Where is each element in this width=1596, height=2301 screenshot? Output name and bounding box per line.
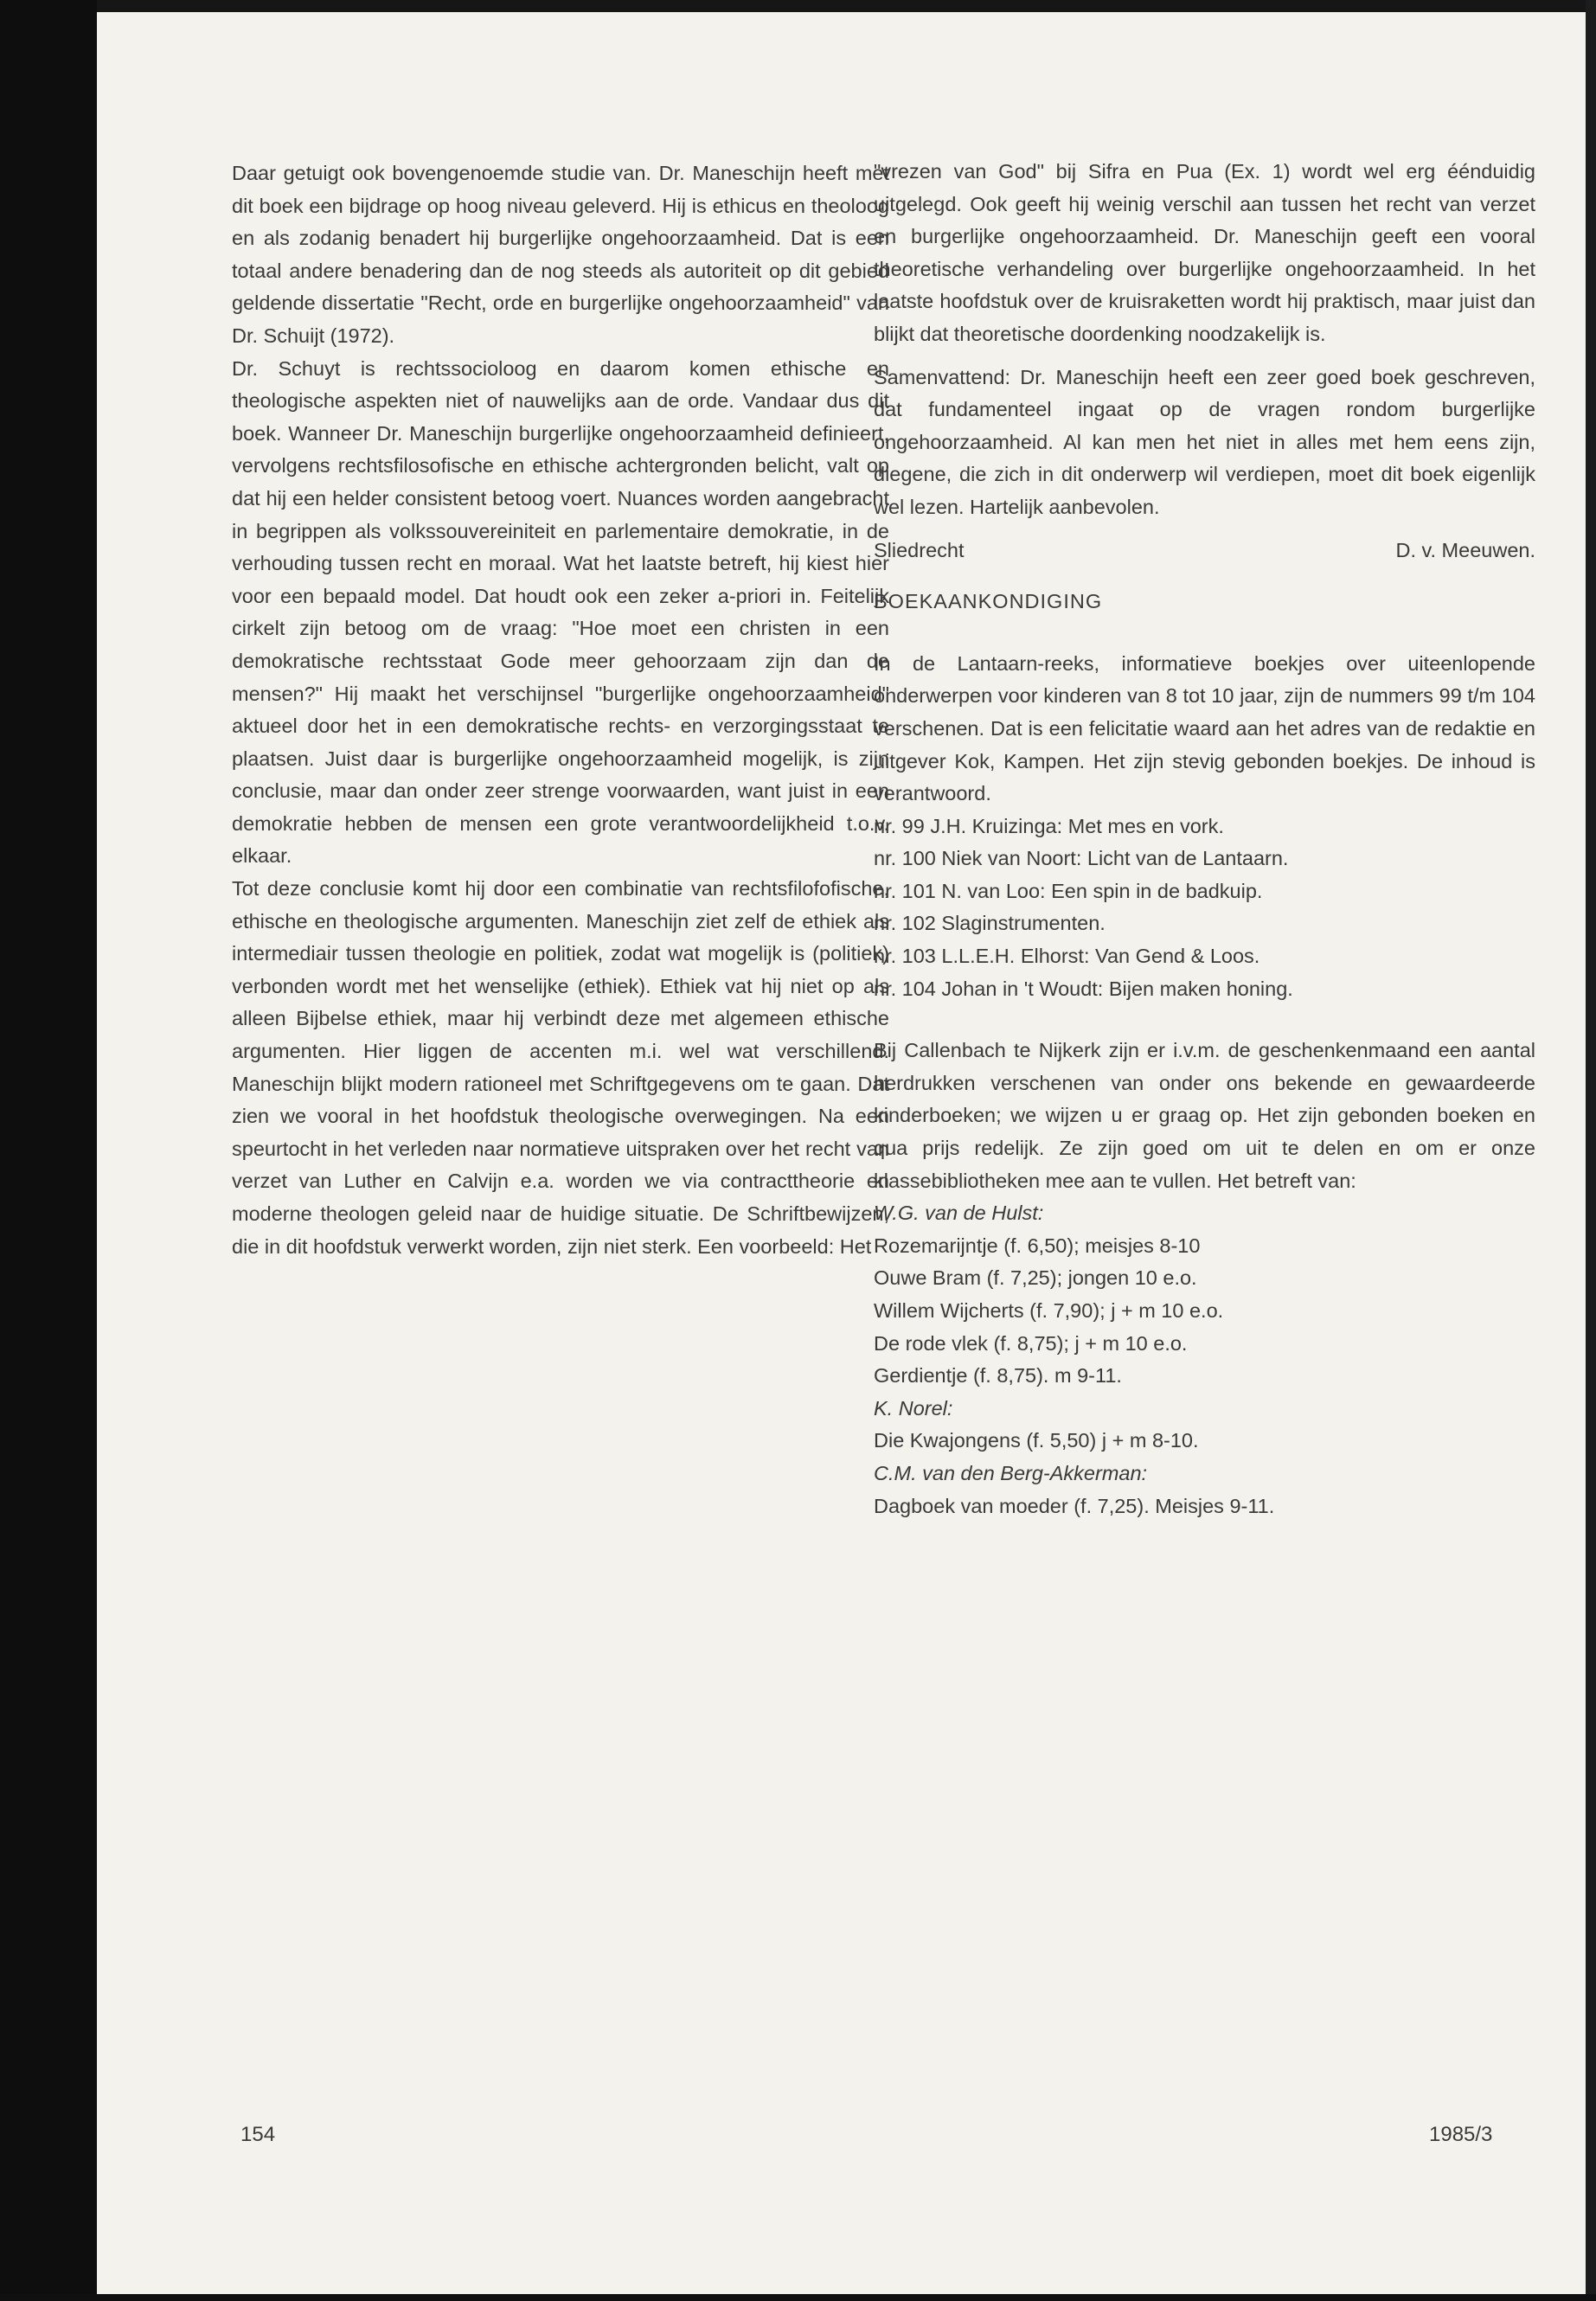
right-paragraph-1: "vrezen van God" bij Sifra en Pua (Ex. 1) wordt wel erg éénduidig uitgelegd. Ook geeft hij weinig verschil aan tussen het recht van verzet en burgerlijke ongehoorzaamheid. Dr. Maneschijn geeft een vooral theoretische verhandeling over burgerlijke ongehoorzaamheid. In het laatste hoofdstuk over de kruisraketten wordt hij praktisch, maar juist dan blijkt dat theoretische doordenking noodzakelijk is. xyxy=(874,160,1535,345)
author-name: K. Norel: xyxy=(874,1396,953,1420)
author-name: W.G. van de Hulst: xyxy=(874,1202,1044,1225)
scan-edge-right xyxy=(1586,0,1596,2301)
lantaarn-list xyxy=(874,811,1535,1006)
signature xyxy=(874,535,1535,567)
list-item: nr. 100 Niek van Noort: Licht van de Lantaarn. xyxy=(874,847,1289,870)
left-paragraph-2: Dr. Schuyt is rechtssocioloog en daarom komen ethische en theologische aspekten niet of nauwelijks aan de orde. Vandaar dus dit boek. Wanneer Dr. Maneschijn burgerlijke ongehoorzaamheid definieert, vervolgens rechtsfilosofische en ethische achtergronden belicht, valt op dat hij een helder consistent betoog voert. Nuances worden aangebracht in begrippen als volkssouvereiniteit en parlementaire demokratie, in de verhouding tussen recht en moraal. Wat het laatste betreft, hij kiest hier voor een bepaald model. Dat houdt ook een zeker a-priori in. Feitelijk cirkelt zijn betoog om de vraag: "Hoe moet een christen in een demokratische rechtsstaat Gode meer gehoorzaam zijn dan de mensen?" Hij maakt het verschijnsel "burgerlijke ongehoorzaamheid" aktueel door het in een demokratische rechts- en verzorgingsstaat te plaatsen. Juist daar is burgerlijke ongehoorzaamheid mogelijk, is zijn conclusie, maar dan onder zeer strenge voorwaarden, want juist in een demokratie hebben de mensen een grote verantwoordelijkheid t.o.v. elkaar. xyxy=(232,356,889,868)
signature-name: D. v. Meeuwen. xyxy=(1395,538,1535,561)
right-paragraph-2: Samenvattend: Dr. Maneschijn heeft een zeer goed boek geschreven, dat fundamenteel ingaat op de vragen rondom burgerlijke ongehoorzaamheid. Al kan men het niet in alles met hem eens zijn, diegene, die zich in dit onderwerp wil verdiepen, moet dit boek eigenlijk wel lezen. Hartelijk aanbevolen. xyxy=(874,365,1535,518)
list-item: nr. 99 J.H. Kruizinga: Met mes en vork. xyxy=(874,814,1224,837)
section-heading: BOEKAANKONDIGING xyxy=(874,590,1103,613)
issue-number: 1985/3 xyxy=(1429,2123,1493,2146)
book-list xyxy=(874,1197,1535,1522)
right-paragraph-4: Bij Callenbach te Nijkerk zijn er i.v.m. de geschenkenmaand een aantal herdrukken verschenen van onder ons bekende en gewaardeerde kinderboeken; we wijzen u er graag op. Het zijn gebonden boeken en qua prijs redelijk. Ze zijn goed om uit te delen en om er onze klassebibliotheken mee aan te vullen. Het betreft van: xyxy=(874,1039,1535,1192)
list-item: Rozemarijntje (f. 6,50); meisjes 8-10 xyxy=(874,1234,1201,1257)
list-item: Die Kwajongens (f. 5,50) j + m 8-10. xyxy=(874,1429,1199,1452)
left-column xyxy=(232,157,889,1263)
author-name: C.M. van den Berg-Akkerman: xyxy=(874,1461,1148,1484)
list-item: De rode vlek (f. 8,75); j + m 10 e.o. xyxy=(874,1331,1188,1355)
list-item: Gerdientje (f. 8,75). m 9-11. xyxy=(874,1364,1122,1388)
list-item: Willem Wijcherts (f. 7,90); j + m 10 e.o. xyxy=(874,1299,1224,1322)
signature-place: Sliedrecht xyxy=(874,538,965,561)
list-item: nr. 103 L.L.E.H. Elhorst: Van Gend & Loos. xyxy=(874,945,1260,968)
page xyxy=(97,12,1586,2294)
page-number: 154 xyxy=(240,2123,276,2146)
scan-edge-top xyxy=(97,0,1596,12)
list-item: nr. 104 Johan in 't Woudt: Bijen maken honing. xyxy=(874,977,1293,1000)
right-column xyxy=(874,156,1535,1522)
scan-edge-bottom xyxy=(0,2294,1596,2301)
list-item: nr. 102 Slaginstrumenten. xyxy=(874,912,1106,935)
list-item: Ouwe Bram (f. 7,25); jongen 10 e.o. xyxy=(874,1266,1197,1290)
right-paragraph-3: In de Lantaarn-reeks, informatieve boekjes over uiteenlopende onderwerpen voor kinderen van 8 tot 10 jaar, zijn de nummers 99 t/m 104 verschenen. Dat is een felicitatie waard aan het adres van de redaktie en uitgever Kok, Kampen. Het zijn stevig gebonden boekjes. De inhoud is verantwoord. xyxy=(874,651,1535,805)
list-item: Dagboek van moeder (f. 7,25). Meisjes 9-11. xyxy=(874,1494,1275,1517)
list-item: nr. 101 N. van Loo: Een spin in de badkuip. xyxy=(874,879,1263,902)
left-paragraph-1: Daar getuigt ook bovengenoemde studie van. Dr. Maneschijn heeft met dit boek een bijdrage op hoog niveau geleverd. Hij is ethicus en theoloog en als zodanig benadert hij burgerlijke ongehoorzaamheid. Dat is een totaal andere benadering dan de nog steeds als autoriteit op dit gebied geldende dissertatie "Recht, orde en burgerlijke ongehoorzaamheid" van Dr. Schuijt (1972). xyxy=(232,162,889,347)
left-paragraph-3: Tot deze conclusie komt hij door een combinatie van rechtsfilofofische, ethische en theologische argumenten. Maneschijn ziet zelf de ethiek als intermediair tussen theologie en politiek, zodat wat mogelijk is (politiek) verbonden wordt met het wenselijke (ethiek). Ethiek vat hij niet op als alleen Bijbelse ethiek, maar hij verbindt deze met algemeen ethische argumenten. Hier liggen de accenten m.i. wel wat verschillend. Maneschijn blijkt modern rationeel met Schriftgegevens om te gaan. Dat zien we vooral in het hoofdstuk theologische overwegingen. Na een speurtocht in het verleden naar normatieve uitspraken over het recht van verzet van Luther en Calvijn e.a. worden we via contracttheorie en moderne theologen geleid naar de huidige situatie. De Schriftbewijzen, die in dit hoofdstuk verwerkt worden, zijn niet sterk. Een voorbeeld: Het xyxy=(232,877,889,1258)
scan-edge-left xyxy=(0,0,97,2301)
